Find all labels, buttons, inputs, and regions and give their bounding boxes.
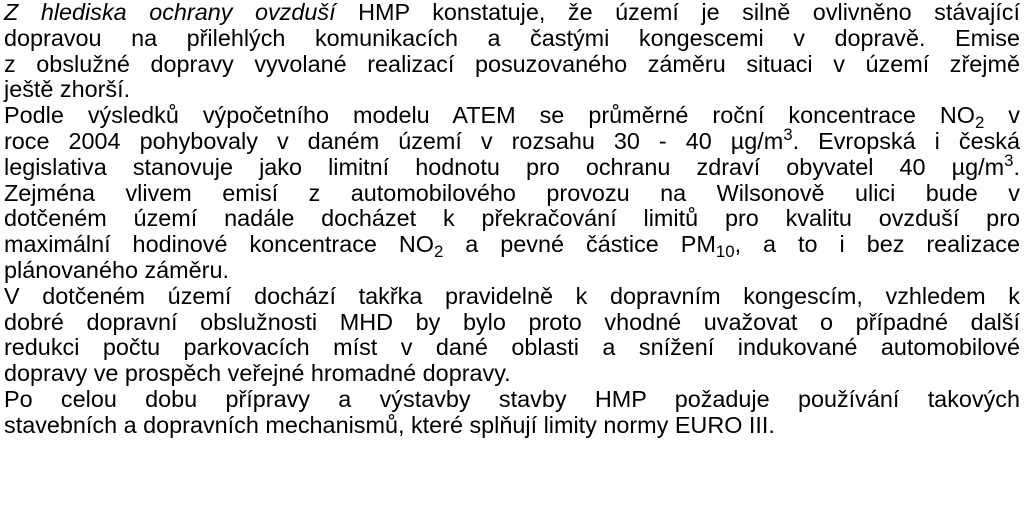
text-segment: maximální hodinové koncentrace NO — [4, 231, 434, 258]
paragraph — [4, 387, 1020, 439]
subscript-text: 2 — [433, 241, 444, 261]
subscript-text: 2 — [974, 112, 985, 132]
text-segment: . Evropská i česká — [792, 127, 1020, 154]
text-segment: dotčeném území nadále docházet k překračování limitů pro kvalitu ovzduší pro — [4, 205, 1020, 232]
text-segment: Z hlediska ochrany ovzduší — [4, 0, 336, 25]
text-line — [4, 258, 1020, 284]
text-segment: legislativa stanovuje jako limitní hodnotu pro ochranu zdraví obyvatel 40 µg/m — [4, 153, 1005, 180]
document-page — [4, 0, 1020, 439]
text-line — [4, 124, 1020, 155]
text-segment: . — [1013, 153, 1020, 180]
text-segment: plánovaného záměru. — [4, 256, 229, 283]
text-line — [4, 52, 1020, 78]
text-segment: stavebních a dopravních mechanismů, které splňují limity normy EURO III. — [4, 411, 775, 438]
paragraph — [4, 103, 1020, 284]
text-segment: z obslužné dopravy vyvolané realizací posuzovaného záměru situaci v území zřejmě — [4, 50, 1020, 77]
text-line — [4, 26, 1020, 52]
text-segment: dobré dopravní obslužnosti MHD by bylo proto vhodné uvažovat o případné další — [4, 308, 1020, 335]
text-line — [4, 387, 1020, 413]
text-segment: redukci počtu parkovacích míst v dané oblasti a snížení indukované automobilové — [4, 334, 1020, 361]
superscript-text: 3 — [783, 124, 793, 144]
text-segment: ještě zhorší. — [4, 76, 131, 103]
paragraph — [4, 0, 1020, 103]
text-segment: roce 2004 pohybovaly v daném území v rozsahu 30 - 40 µg/m — [4, 127, 784, 154]
text-segment: a pevné částice PM — [443, 231, 716, 258]
text-line — [4, 150, 1020, 181]
text-line — [4, 102, 1020, 132]
text-segment: v — [984, 102, 1020, 129]
text-segment: Po celou dobu přípravy a výstavby stavby HMP požaduje používání takových — [4, 385, 1020, 412]
text-segment: Zejména vlivem emisí z automobilového provozu na Wilsonově ulici bude v — [4, 179, 1020, 206]
subscript-text: 10 — [715, 241, 735, 261]
text-segment: , a to i bez realizace — [734, 231, 1020, 258]
text-line — [4, 335, 1020, 361]
paragraph — [4, 284, 1020, 387]
text-line — [4, 361, 1020, 387]
text-line — [4, 231, 1020, 261]
text-line — [4, 413, 1020, 439]
text-line — [4, 284, 1020, 310]
text-line — [4, 77, 1020, 103]
text-segment: dopravou na přilehlých komunikacích a častými kongescemi v dopravě. Emise — [4, 24, 1020, 51]
text-segment: HMP konstatuje, že území je silně ovlivněno stávající — [335, 0, 1020, 25]
text-line — [4, 181, 1020, 207]
text-segment: Podle výsledků výpočetního modelu ATEM se průměrné roční koncentrace NO — [4, 102, 975, 129]
text-line — [4, 310, 1020, 336]
superscript-text: 3 — [1004, 150, 1014, 170]
text-segment: V dotčeném území dochází takřka pravidelně k dopravním kongescím, vzhledem k — [4, 282, 1020, 309]
text-line — [4, 0, 1020, 26]
text-segment: dopravy ve prospěch veřejné hromadné dopravy. — [4, 360, 511, 387]
text-line — [4, 206, 1020, 232]
